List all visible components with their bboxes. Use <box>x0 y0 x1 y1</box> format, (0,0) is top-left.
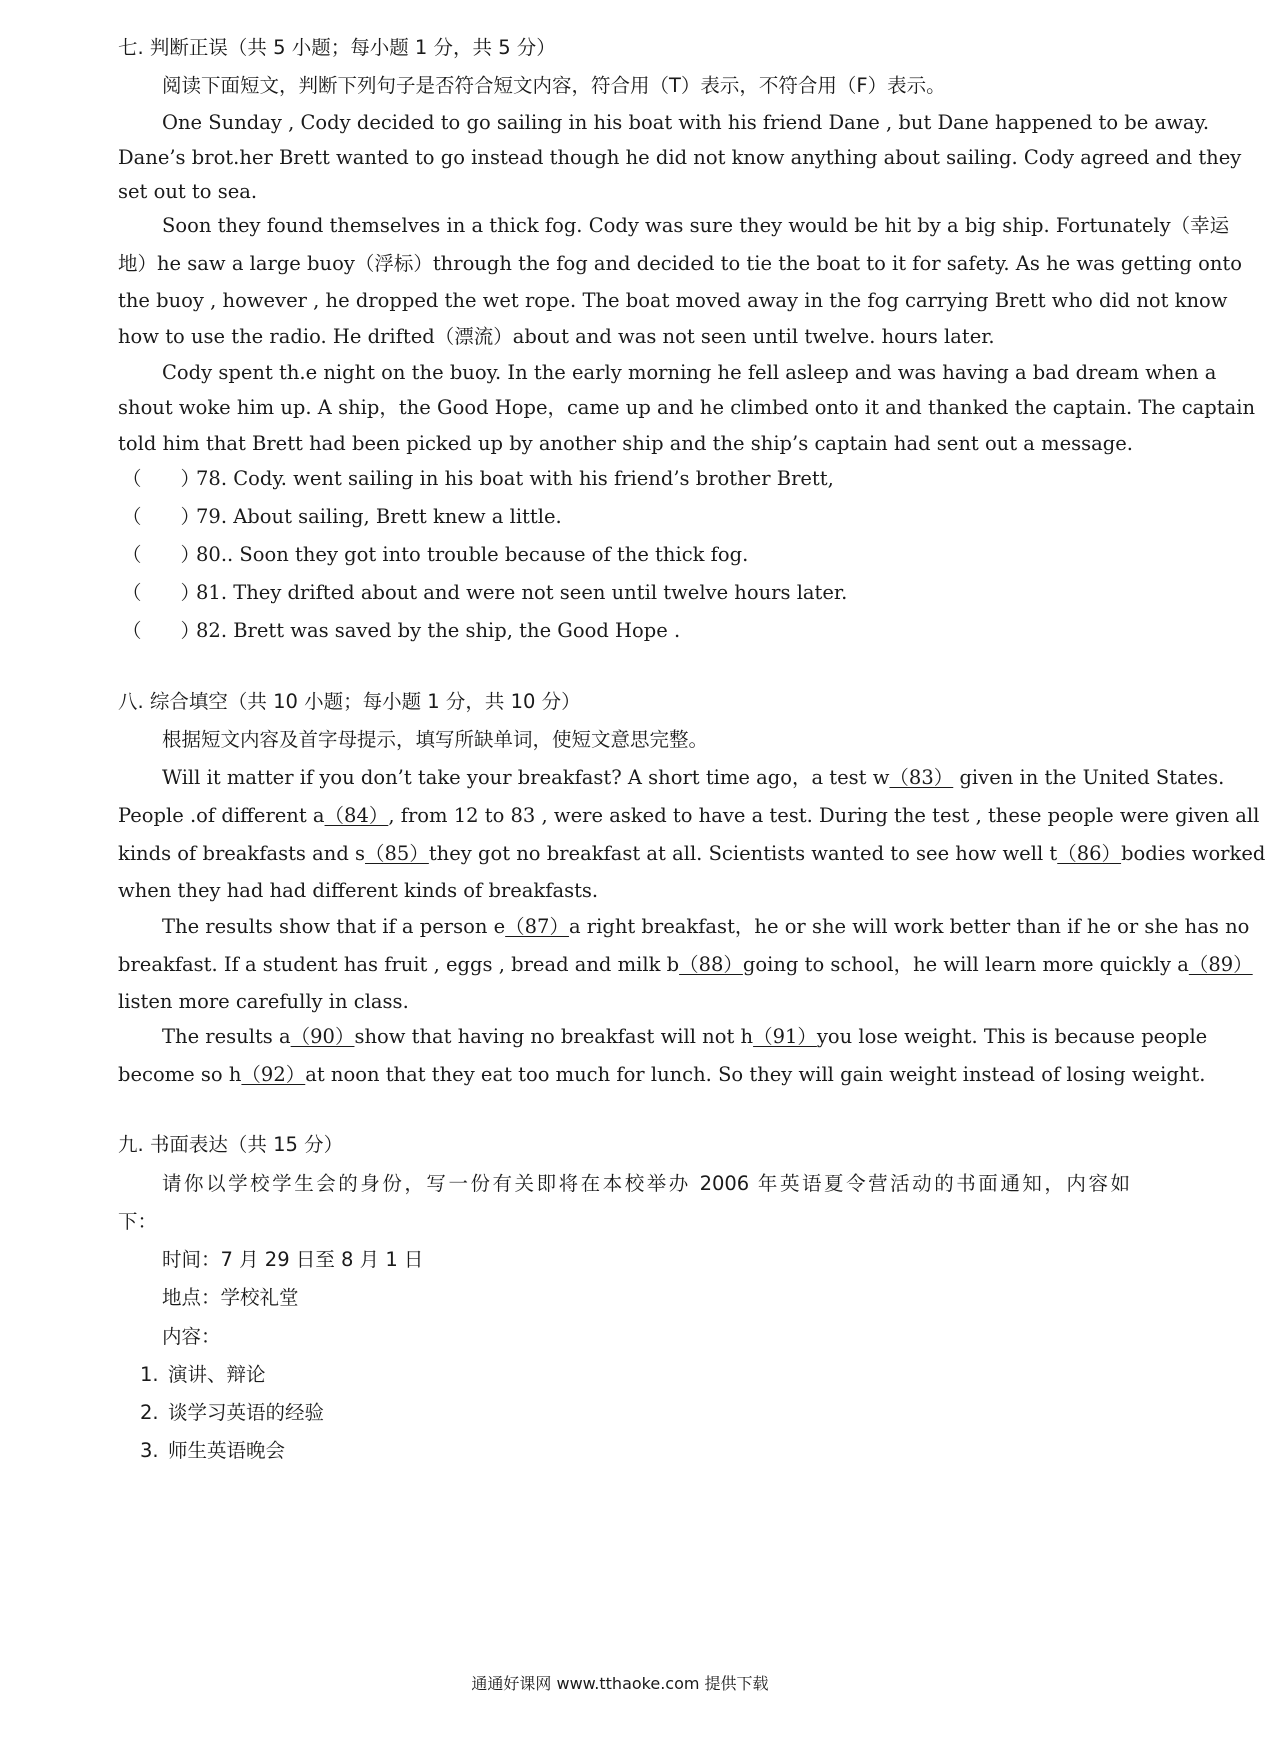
blank-83[interactable]: （83） <box>889 766 954 789</box>
writing-time: 时间：7 月 29 日至 8 月 1 日 <box>162 1248 424 1271</box>
writing-content-label: 内容： <box>162 1325 221 1348</box>
list-text: 演讲、辩论 <box>168 1363 266 1386</box>
question-text: 79. About sailing, Brett knew a little. <box>196 505 562 528</box>
cloze-line: listen more carefully in class. <box>118 990 409 1013</box>
writing-prompt: 请你以学校学生会的身份，写一份有关即将在本校举办 2006 年英语夏令营活动的书面通知，内容如 <box>162 1172 1130 1195</box>
question-81 <box>122 573 1134 613</box>
cloze-line <box>118 1055 1206 1095</box>
passage-line: 地）he saw a large buoy（浮标）through the fog and decided to tie the boat to it for safety. As he was getting onto <box>118 252 1242 275</box>
passage-line: told him that Brett had been picked up by another ship and the ship’s captain had sent out a message. <box>118 432 1133 455</box>
text-run: show that having no breakfast will not h <box>354 1025 754 1048</box>
text-run: you lose weight. This is because people <box>816 1025 1208 1048</box>
list-text: 师生英语晚会 <box>168 1439 286 1462</box>
section-9-heading: 九. 书面表达（共 15 分） <box>118 1133 344 1156</box>
passage-line: Dane’s brot.her Brett wanted to go instead though he did not know anything about sailing. Cody agreed and they <box>118 146 1242 169</box>
cloze-line: when they had had different kinds of breakfasts. <box>118 879 599 902</box>
text-run: , from 12 to 83 , were asked to have a test. During the test , these people were given all <box>388 804 1260 827</box>
passage-line: Cody spent th.e night on the buoy. In the early morning he fell asleep and was having a bad dream when a <box>162 361 1217 384</box>
passage-line: set out to sea. <box>118 180 258 203</box>
blank-91[interactable]: （91） <box>753 1025 817 1048</box>
text-run: breakfast. If a student has fruit , eggs , bread and milk b <box>118 953 680 976</box>
list-number: 1. <box>140 1363 159 1386</box>
cloze-line <box>162 758 1225 798</box>
blank-89[interactable]: （89） <box>1188 953 1253 976</box>
question-80 <box>122 535 1134 575</box>
answer-paren[interactable]: （ ） <box>122 467 201 490</box>
text-run: Will it matter if you don’t take your breakfast? A short time ago，a test w <box>162 766 890 789</box>
passage-line: One Sunday , Cody decided to go sailing in his boat with his friend Dane , but Dane happened to be away. <box>162 111 1210 134</box>
text-run: a right breakfast，he or she will work better than if he or she has no <box>568 915 1250 938</box>
passage-line: how to use the radio. He drifted（漂流）about and was not seen until twelve. hours later. <box>118 325 995 348</box>
writing-place: 地点：学校礼堂 <box>162 1286 299 1309</box>
cloze-line <box>162 907 1250 947</box>
passage-line: shout woke him up. A ship，the Good Hope，came up and he climbed onto it and thanked the captain. The captain <box>118 396 1256 419</box>
writing-prompt: 下： <box>118 1210 158 1233</box>
list-item <box>140 1355 1152 1395</box>
question-text: 81. They drifted about and were not seen until twelve hours later. <box>196 581 848 604</box>
page-footer: 通通好课网 www.tthaoke.com 提供下载 <box>471 1674 769 1693</box>
cloze-line <box>118 945 1253 985</box>
blank-92[interactable]: （92） <box>241 1063 306 1086</box>
blank-84[interactable]: （84） <box>324 804 389 827</box>
section-8-instruction: 根据短文内容及首字母提示，填写所缺单词，使短文意思完整。 <box>162 728 709 751</box>
section-7-instruction: 阅读下面短文，判断下列句子是否符合短文内容，符合用（T）表示，不符合用（F）表示。 <box>162 74 946 97</box>
answer-paren[interactable]: （ ） <box>122 619 201 642</box>
text-run: bodies worked <box>1121 842 1265 865</box>
text-run: given in the United States. <box>959 766 1225 789</box>
blank-87[interactable]: （87） <box>505 915 569 938</box>
section-8-heading: 八. 综合填空（共 10 小题；每小题 1 分，共 10 分） <box>118 690 581 713</box>
question-text: 80.. Soon they got into trouble because of the thick fog. <box>196 543 749 566</box>
list-number: 3. <box>140 1439 159 1462</box>
cloze-line <box>118 834 1265 874</box>
question-79 <box>122 497 1134 537</box>
blank-85[interactable]: （85） <box>365 842 429 865</box>
question-78 <box>122 459 1134 499</box>
answer-paren[interactable]: （ ） <box>122 505 201 528</box>
answer-paren[interactable]: （ ） <box>122 581 201 604</box>
answer-paren[interactable]: （ ） <box>122 543 201 566</box>
list-text: 谈学习英语的经验 <box>168 1401 325 1424</box>
question-82 <box>122 611 1134 651</box>
cloze-line <box>162 1017 1208 1057</box>
cloze-line <box>118 796 1260 836</box>
blank-88[interactable]: （88） <box>679 953 743 976</box>
list-number: 2. <box>140 1401 159 1424</box>
list-item <box>140 1393 1152 1433</box>
blank-90[interactable]: （90） <box>290 1025 355 1048</box>
passage-line: Soon they found themselves in a thick fog. Cody was sure they would be hit by a big ship. Fortunately（幸运 <box>162 214 1230 237</box>
text-run: kinds of breakfasts and s <box>118 842 366 865</box>
text-run: People .of different a <box>118 804 325 827</box>
text-run: they got no breakfast at all. Scientists wanted to see how well t <box>428 842 1058 865</box>
text-run: at noon that they eat too much for lunch. So they will gain weight instead of losing weight. <box>305 1063 1206 1086</box>
text-run: The results show that if a person e <box>162 915 506 938</box>
text-run: The results a <box>162 1025 291 1048</box>
question-text: 78. Cody. went sailing in his boat with his friend’s brother Brett, <box>196 467 834 490</box>
question-text: 82. Brett was saved by the ship, the Good Hope . <box>196 619 681 642</box>
section-7-heading: 七. 判断正误（共 5 小题；每小题 1 分，共 5 分） <box>118 36 556 59</box>
text-run: become so h <box>118 1063 242 1086</box>
list-item <box>140 1431 1152 1471</box>
blank-86[interactable]: （86） <box>1057 842 1122 865</box>
passage-line: the buoy , however , he dropped the wet rope. The boat moved away in the fog carrying Brett who did not know <box>118 289 1228 312</box>
text-run: going to school，he will learn more quickly a <box>742 953 1189 976</box>
